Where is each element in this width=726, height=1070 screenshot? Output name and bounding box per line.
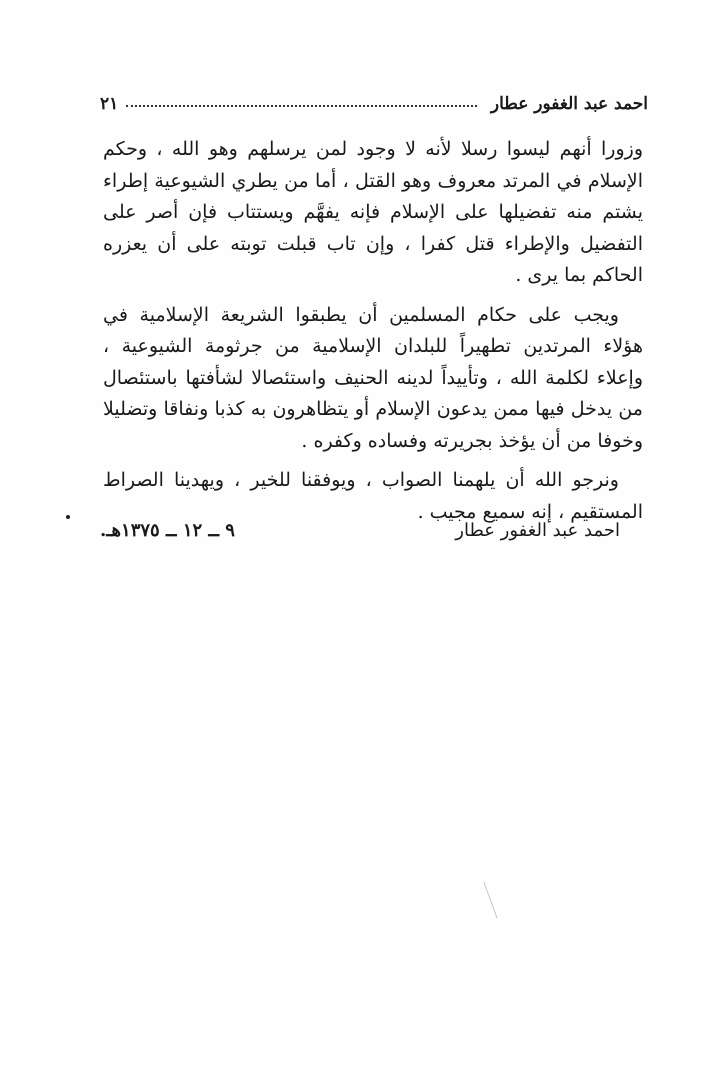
scan-speck: [66, 515, 70, 519]
paragraph-3: ونرجو الله أن يلهمنا الصواب ، ويوفقنا للخير ، ويهدينا الصراط المستقيم ، إنه سميع مجيب .: [103, 469, 643, 523]
signature-date: ٩ ــ ١٢ ــ ١٣٧٥هـ.: [100, 520, 235, 541]
signature-name: احمد عبد الغفور عطار: [455, 520, 620, 541]
header-author: احمد عبد الغفور عطار: [490, 94, 648, 114]
running-header: [100, 88, 648, 114]
scan-scratch-mark: [482, 880, 500, 920]
body-text: [103, 134, 643, 536]
paragraph-1: وزورا أنهم ليسوا رسلا لأنه لا وجود لمن يرسلهم وهو الله ، وحكم الإسلام في المرتد معروف وهو القتل ، أما من يطري الشيوعية إطراء يشتم منه تفضيلها على الإسلام فإنه يفهَّم ويستتاب فإن أصر على التفضيل والإطراء قتل كفرا ، وإن تاب قبلت توبته على أن يعزره الحاكم بما يرى .: [103, 138, 643, 286]
header-dotted-leader: [126, 105, 477, 107]
paragraph-2: ويجب على حكام المسلمين أن يطبقوا الشريعة الإسلامية في هؤلاء المرتدين تطهيراً للبلدان الإسلامية من جرثومة الشيوعية ، وإعلاء لكلمة الله ، وتأييداً لدينه الحنيف واستئصالا لشأفتها باستئصال من يدخل فيها ممن يدعون الإسلام أو يتظاهرون به كذبا ونفاقا وتضليلا وخوفا من أن يؤخذ بجريرته وفساده وكفره .: [103, 303, 643, 452]
signature-line: [100, 520, 620, 541]
page-number: ٢١: [100, 94, 119, 114]
